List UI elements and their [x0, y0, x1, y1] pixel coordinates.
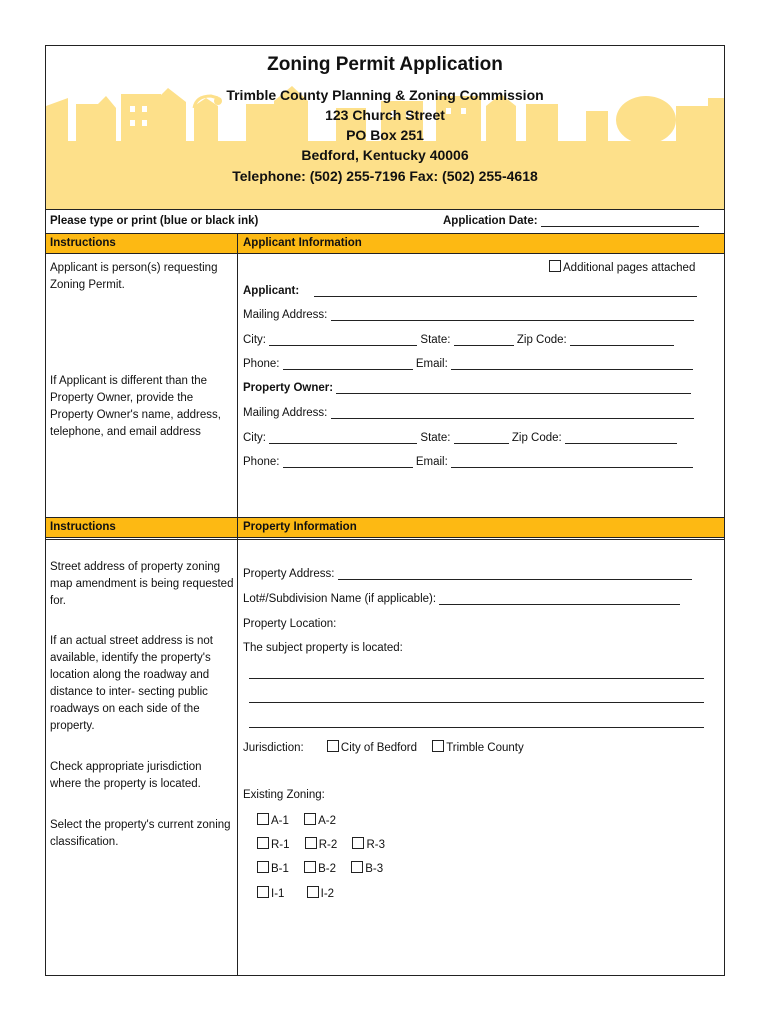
zone-r2-option[interactable]: [305, 839, 338, 851]
owner-phone-field[interactable]: [283, 467, 413, 468]
agency-name: Trimble County Planning & Zoning Commission: [226, 87, 544, 103]
state-label: State:: [420, 432, 451, 444]
applicant-phone-row: [243, 358, 693, 370]
jurisdiction-trimble-option[interactable]: [432, 742, 524, 754]
applicant-instruction-2: If Applicant is different than the Property Owner, provide the Property Owner's name, address, telephone, and email address: [50, 375, 221, 438]
zone-i2-checkbox[interactable]: [307, 886, 319, 898]
applicant-row: [243, 285, 697, 297]
zone-r1-label: R-1: [271, 839, 290, 851]
property-instruction-1: Street address of property zoning map amendment is being requested for.: [50, 561, 234, 607]
zone-a2-checkbox[interactable]: [304, 813, 316, 825]
zoning-row-a: [257, 813, 336, 827]
zoning-row-i: [257, 886, 334, 900]
ink-instruction-row: [46, 209, 724, 233]
additional-pages-label: Additional pages attached: [563, 262, 696, 274]
zone-r3-label: R-3: [366, 839, 385, 851]
zip-label: Zip Code:: [516, 334, 567, 346]
application-date-label: [443, 215, 699, 227]
zoning-row-r: [257, 837, 385, 851]
owner-mailing-row: [243, 407, 694, 419]
existing-zoning-label: Existing Zoning:: [243, 789, 325, 801]
property-information-heading: Property Information: [243, 521, 357, 533]
application-date-text: Application Date:: [443, 215, 538, 227]
additional-pages-option[interactable]: [549, 260, 695, 274]
property-section-divider: [46, 539, 724, 540]
owner-state-field[interactable]: [454, 443, 509, 444]
zoning-permit-form: [45, 45, 725, 976]
zone-b3-label: B-3: [365, 863, 384, 875]
zone-b1-checkbox[interactable]: [257, 861, 269, 873]
jurisdiction-trimble-checkbox[interactable]: [432, 740, 444, 752]
lot-subdivision-label: Lot#/Subdivision Name (if applicable):: [243, 593, 437, 605]
owner-city-row: [243, 432, 677, 444]
zone-b3-checkbox[interactable]: [351, 861, 363, 873]
property-owner-label: Property Owner:: [243, 382, 334, 394]
applicant-state-field[interactable]: [454, 345, 514, 346]
applicant-instruction-1: Applicant is person(s) requesting Zoning Permit.: [50, 262, 218, 291]
zone-i1-label: I-1: [271, 888, 285, 900]
zone-a2-option[interactable]: [304, 815, 336, 827]
owner-zip-field[interactable]: [565, 443, 677, 444]
applicant-column-divider: [237, 233, 238, 517]
applicant-zip-field[interactable]: [570, 345, 674, 346]
applicant-city-field[interactable]: [269, 345, 417, 346]
city-label: City:: [243, 334, 266, 346]
zone-a1-label: A-1: [271, 815, 289, 827]
jurisdiction-row: [243, 740, 524, 754]
applicant-mailing-row: [243, 309, 694, 321]
property-location-label: Property Location:: [243, 618, 337, 630]
mailing-address-label: Mailing Address:: [243, 309, 328, 321]
lot-subdivision-field[interactable]: [439, 604, 680, 605]
property-owner-name-field[interactable]: [336, 393, 691, 394]
agency-city-state: Bedford, Kentucky 40006: [301, 147, 469, 163]
zone-r3-option[interactable]: [352, 839, 385, 851]
form-title: Zoning Permit Application: [267, 54, 503, 75]
agency-po-box: PO Box 251: [346, 127, 424, 143]
zone-r2-checkbox[interactable]: [305, 837, 317, 849]
location-line-1[interactable]: [249, 666, 704, 679]
jurisdiction-bedford-label: City of Bedford: [340, 742, 417, 754]
zone-r2-label: R-2: [318, 839, 338, 851]
property-instructions-heading: Instructions: [50, 521, 116, 533]
phone-label: Phone:: [243, 456, 280, 468]
applicant-section-bar: [46, 233, 724, 254]
zoning-row-b: [257, 861, 383, 875]
zone-a2-label: A-2: [318, 815, 337, 827]
jurisdiction-label: Jurisdiction:: [243, 742, 304, 754]
location-line-2[interactable]: [249, 690, 704, 703]
zip-label: Zip Code:: [511, 432, 562, 444]
zone-b1-option[interactable]: [257, 863, 289, 875]
email-label: Email:: [415, 358, 448, 370]
property-section-bar: [46, 517, 724, 538]
property-instruction-3: Check appropriate jurisdiction where the property is located.: [50, 761, 202, 790]
applicant-phone-field[interactable]: [283, 369, 413, 370]
zone-i1-option[interactable]: [257, 888, 284, 900]
property-address-label: Property Address:: [243, 568, 335, 580]
agency-street: 123 Church Street: [325, 107, 445, 123]
zone-b2-option[interactable]: [304, 863, 336, 875]
owner-row: [243, 382, 691, 394]
zone-i2-label: I-2: [320, 888, 335, 900]
applicant-instructions-heading: Instructions: [50, 237, 116, 249]
property-address-row: [243, 568, 692, 580]
zone-r1-option[interactable]: [257, 839, 290, 851]
ink-note: Please type or print (blue or black ink): [50, 215, 259, 227]
applicant-information-heading: Applicant Information: [243, 237, 362, 249]
property-instruction-2: If an actual street address is not available, identify the property's location along the roadway and distance to inter- secting public roadways on each side of the property.: [50, 635, 214, 732]
agency-phone-fax: Telephone: (502) 255-7196 Fax: (502) 255-4618: [232, 168, 538, 184]
property-instruction-4: Select the property's current zoning classification.: [50, 819, 231, 848]
owner-email-field[interactable]: [451, 467, 693, 468]
zone-b1-label: B-1: [271, 863, 289, 875]
jurisdiction-bedford-option[interactable]: [327, 742, 417, 754]
applicant-email-field[interactable]: [451, 369, 693, 370]
applicant-mailing-address-field[interactable]: [331, 320, 694, 321]
property-address-field[interactable]: [338, 579, 692, 580]
application-date-field[interactable]: [541, 226, 699, 227]
owner-mailing-address-field[interactable]: [331, 418, 694, 419]
lot-subdivision-row: [243, 593, 680, 605]
property-column-divider: [237, 517, 238, 976]
applicant-city-row: [243, 334, 674, 346]
owner-city-field[interactable]: [269, 443, 417, 444]
city-label: City:: [243, 432, 266, 444]
zone-i2-option[interactable]: [307, 888, 334, 900]
state-label: State:: [420, 334, 451, 346]
mailing-address-label: Mailing Address:: [243, 407, 328, 419]
zone-r3-checkbox[interactable]: [352, 837, 364, 849]
form-header: [46, 46, 724, 209]
zone-b3-option[interactable]: [351, 863, 383, 875]
phone-label: Phone:: [243, 358, 280, 370]
zone-r1-checkbox[interactable]: [257, 837, 269, 849]
applicant-label: Applicant:: [243, 285, 300, 297]
additional-pages-checkbox[interactable]: [549, 260, 561, 272]
zone-b2-label: B-2: [318, 863, 337, 875]
zone-i1-checkbox[interactable]: [257, 886, 269, 898]
email-label: Email:: [415, 456, 448, 468]
jurisdiction-bedford-checkbox[interactable]: [327, 740, 339, 752]
jurisdiction-trimble-label: Trimble County: [446, 742, 524, 754]
zone-a1-checkbox[interactable]: [257, 813, 269, 825]
zone-b2-checkbox[interactable]: [304, 861, 316, 873]
owner-phone-row: [243, 456, 693, 468]
zone-a1-option[interactable]: [257, 815, 289, 827]
subject-property-label: The subject property is located:: [243, 642, 403, 654]
location-line-3[interactable]: [249, 715, 704, 728]
applicant-name-field[interactable]: [314, 296, 697, 297]
